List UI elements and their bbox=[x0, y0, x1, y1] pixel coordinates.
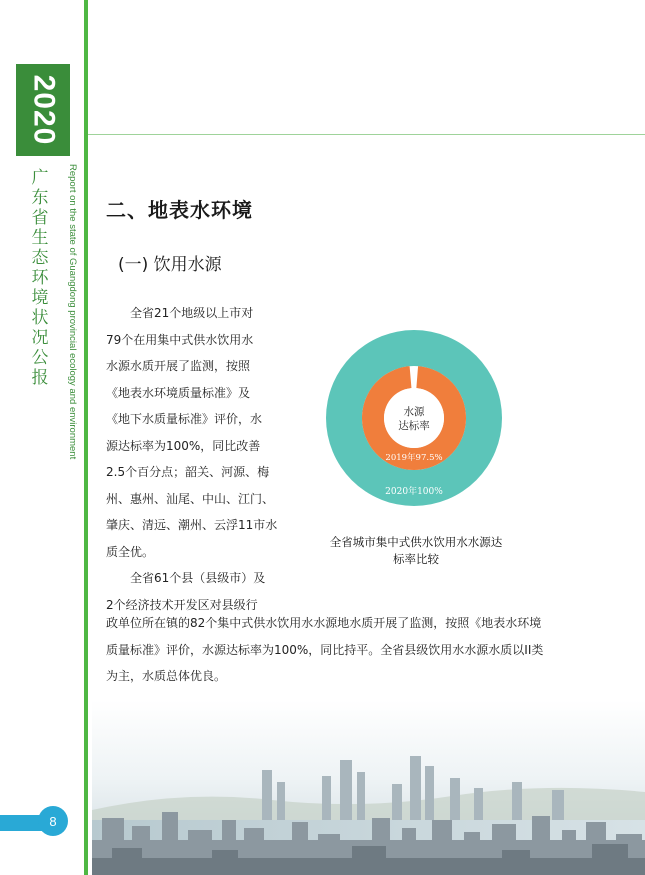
body-line: 《地下水质量标准》评价，水 bbox=[106, 412, 263, 426]
series-label-2019: 2019年97.5% bbox=[385, 453, 443, 463]
body-line: 全省61个县（县级市）及 bbox=[130, 571, 266, 585]
year-label: 2020 bbox=[27, 74, 60, 146]
report-title-char: 生 bbox=[31, 228, 49, 248]
body-line: 源达标率为100%，同比改善 bbox=[106, 438, 261, 453]
year-tab bbox=[16, 64, 70, 156]
left-accent-rule bbox=[84, 0, 88, 875]
chart-center-label-line2: 达标率 bbox=[398, 420, 430, 432]
report-title-char: 环 bbox=[31, 268, 49, 288]
body-line: 2.5个百分点；韶关、河源、梅 bbox=[106, 465, 270, 479]
chart-center bbox=[384, 388, 444, 448]
chart-caption: 全省城市集中式供水饮用水水源达标率比较 bbox=[329, 535, 503, 566]
body-line: 2个经济技术开发区对县级行 bbox=[106, 597, 258, 612]
report-title-char: 省 bbox=[31, 208, 49, 228]
report-title-char: 态 bbox=[31, 248, 49, 268]
report-title-en-text: Report on the state of Guangdong provincial ecology and environment bbox=[67, 164, 78, 460]
report-title-char: 广 bbox=[31, 168, 49, 188]
section-heading: 二、地表水环境 bbox=[106, 198, 253, 222]
report-title-char: 东 bbox=[31, 188, 49, 208]
body-line: 水源水质开展了监测，按照 bbox=[106, 359, 251, 373]
report-title-en bbox=[66, 164, 80, 460]
page-number: 8 bbox=[38, 806, 68, 836]
subsection-heading: (一) 饮用水源 bbox=[118, 255, 222, 275]
body-line: 全省21个地级以上市对 bbox=[130, 306, 254, 320]
compliance-rate-chart bbox=[324, 328, 504, 508]
body-line: 《地表水环境质量标准》及 bbox=[106, 385, 251, 400]
report-title-char: 报 bbox=[31, 368, 49, 388]
body-line: 质全优。 bbox=[106, 544, 155, 559]
report-title-char: 公 bbox=[31, 348, 49, 368]
report-title-cn bbox=[28, 168, 52, 388]
report-title-char: 状 bbox=[31, 308, 49, 328]
header-divider bbox=[88, 134, 645, 135]
body-line: 肇庆、清远、潮州、云浮11市水 bbox=[106, 518, 278, 532]
body-line: 79个在用集中式供水饮用水 bbox=[106, 332, 254, 347]
body-narrow-column bbox=[106, 300, 278, 618]
series-label-2020: 2020年100% bbox=[385, 487, 443, 497]
chart-center-label-line1: 水源 bbox=[403, 406, 425, 418]
body-wide-paragraph: 政单位所在镇的82个集中式供水饮用水水源地水质开展了监测，按照《地表水环境质量标准》评价，水源达标率为100%，同比持平。全省县级饮用水水源水质以II类为主，水质总体优良。 bbox=[106, 616, 544, 683]
report-title-char: 况 bbox=[31, 328, 49, 348]
city-skyline-image bbox=[92, 700, 645, 875]
body-line: 州、惠州、汕尾、中山、江门、 bbox=[106, 491, 275, 506]
report-title-char: 境 bbox=[31, 288, 49, 308]
